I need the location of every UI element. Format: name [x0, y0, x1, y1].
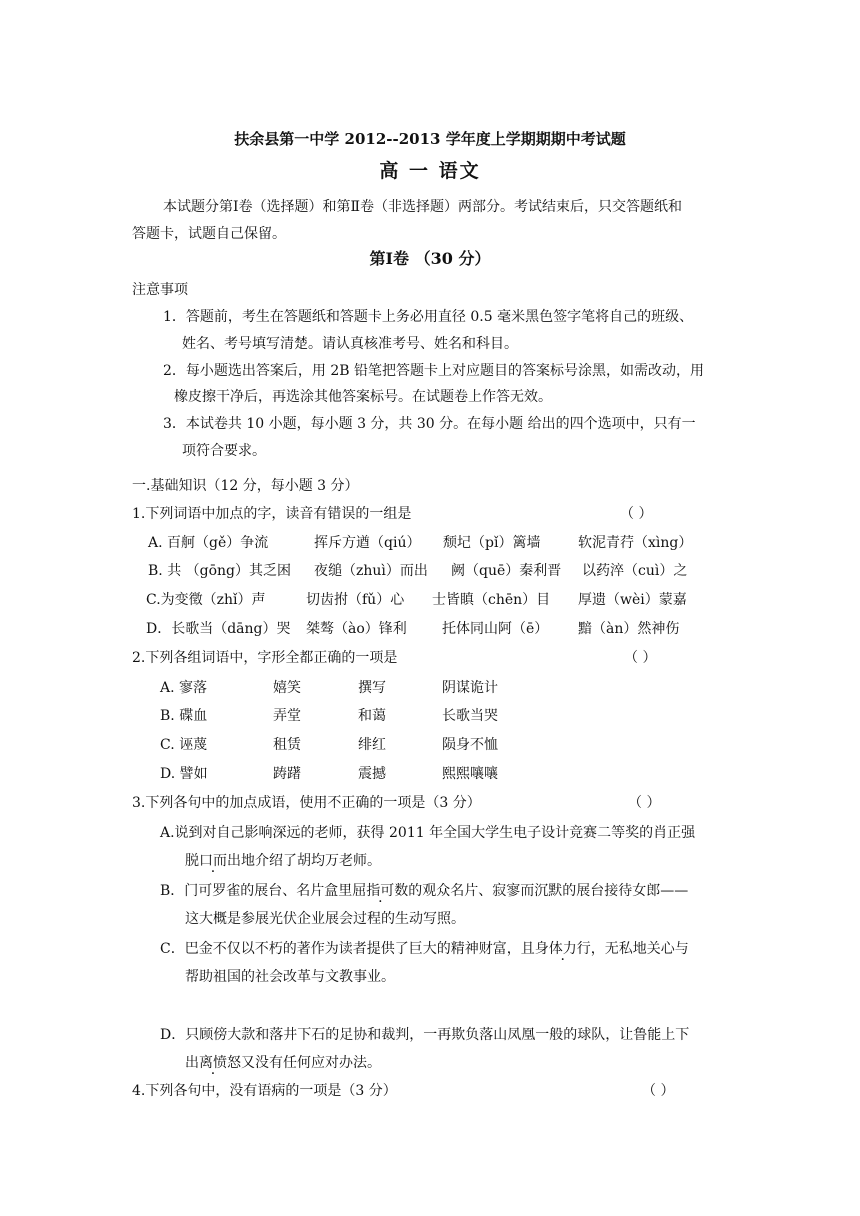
q2-option-a-1: A. 寥落: [160, 680, 208, 696]
q1-option-d-2: 桀骜（ào）锋利: [306, 621, 407, 637]
q3-option-c-line-2: 帮助祖国的社会改革与文教事业。: [185, 969, 395, 985]
q2-option-b-1: B. 碟血: [160, 708, 208, 724]
q3-b-pre: B．门可罗雀的展台、名片盒里: [160, 883, 353, 899]
q3-b-dotted-idiom: 屈指可数: [352, 883, 409, 899]
q1-option-b-4: 以药淬（cuì）之: [582, 563, 688, 579]
q2-option-c-4: 陨身不恤: [442, 737, 498, 753]
section-1-title: 一.基础知识（12 分，每小题 3 分）: [132, 478, 359, 494]
q2-option-a-4: 阴谋诡计: [442, 680, 498, 696]
q1-option-b-1: B. 共 （gōng）其乏困: [148, 563, 292, 579]
notice-3-line-1: 3．本试卷共 10 小题，每小题 3 分，共 30 分。在每小题 给出的四个选项中，只有一: [163, 416, 696, 432]
q3-b-post: 的观众名片、寂寥而沉默的展台接待女郎——: [408, 883, 689, 899]
q1-option-c-2: 切齿拊（fǔ）心: [306, 592, 405, 608]
q4-answer-paren: （ ）: [642, 1083, 675, 1099]
q2-stem: 2.下列各组词语中，字形全都正确的一项是: [132, 650, 398, 666]
q3-stem: 3.下列各句中的加点成语，使用不正确的一项是（3 分）: [132, 795, 481, 811]
q2-option-d-4: 熙熙嚷嚷: [442, 766, 498, 782]
q4-stem: 4.下列各句中，没有语病的一项是（3 分）: [132, 1083, 397, 1099]
notice-2-line-1: 2．每小题选出答案后，用 2B 铅笔把答题卡上对应题目的答案标号涂黑，如需改动，用: [163, 363, 705, 379]
q2-option-b-4: 长歌当哭: [442, 708, 498, 724]
q1-option-d-3: 托体同山阿（ē）: [442, 621, 549, 637]
q1-option-a-1: A. 百舸（gě）争流: [148, 535, 269, 551]
notice-2-line-2: 橡皮擦干净后，再选涂其他答案标号。在试题卷上作答无效。: [174, 389, 552, 405]
notice-1-line-1: 1．答题前，考生在答题纸和答题卡上务必用直径 0.5 毫米黑色签字笔将自己的班级、: [163, 309, 694, 325]
q1-option-a-2: 挥斥方遒（qiú）: [314, 535, 421, 551]
q1-option-b-2: 夜缒（zhuì）而出: [314, 563, 428, 579]
q3-answer-paren: （ ）: [628, 795, 661, 811]
notice-3-line-2: 项符合要求。: [182, 443, 266, 459]
q2-option-d-1: D. 譬如: [160, 766, 208, 782]
q1-option-d-1: D．长歌当（dāng）哭: [146, 621, 291, 637]
q3-option-d-line-2: [185, 1052, 381, 1072]
q3-c-post: ，无私地关心与: [590, 941, 689, 957]
q2-option-c-2: 租赁: [273, 737, 301, 753]
q1-option-d-4: 黯（àn）然神伤: [578, 621, 680, 637]
q1-option-b-3: 阙（quē）秦利晋: [451, 563, 562, 579]
notice-1-line-2: 姓名、考号填写清楚。请认真核准考号、姓名和科目。: [182, 336, 518, 352]
q1-option-c-1: C.为变徵（zhǐ）声: [146, 592, 266, 608]
q2-answer-paren: （ ）: [624, 650, 657, 666]
q2-option-b-2: 弄堂: [273, 708, 301, 724]
q3-c-dotted-idiom: 身体力行: [534, 941, 591, 957]
q2-option-b-3: 和蔼: [358, 708, 386, 724]
q3-c-pre: C．巴金不仅以不朽的著作为读者提供了巨大的精神财富，且: [160, 941, 535, 957]
q3-a-rest: 地介绍了胡均万老师。: [241, 853, 381, 869]
q2-option-a-2: 嬉笑: [273, 680, 301, 696]
q3-option-a-line-1: A.说到对自己影响深远的老师，获得 2011 年全国大学生电子设计竞赛二等奖的肖正强: [160, 825, 696, 841]
q1-option-c-3: 士皆瞋（chēn）目: [432, 592, 551, 608]
notice-title: 注意事项: [132, 282, 188, 298]
q3-option-a-line-2: [185, 850, 381, 870]
q2-option-c-1: C. 诬蔑: [160, 737, 208, 753]
q1-stem: 1.下列词语中加点的字，读音有错误的一组是: [132, 506, 412, 522]
part1-title: 第Ⅰ卷 （30 分）: [369, 249, 491, 268]
q3-a-dotted-idiom: 脱口而出: [185, 853, 241, 869]
q2-option-c-3: 绯红: [358, 737, 386, 753]
school-title: 扶余县第一中学 2012--2013 学年度上学期期期中考试题: [234, 130, 626, 148]
q3-d-dotted-idiom: 出离愤怒: [185, 1055, 241, 1071]
q2-option-d-3: 震撼: [358, 766, 386, 782]
q2-option-d-2: 踌躇: [273, 766, 301, 782]
grade-subject-title: 高 一 语文: [379, 160, 481, 182]
q1-answer-paren: （ ）: [620, 506, 653, 522]
q1-option-c-4: 厚遗（wèi）蒙嘉: [578, 592, 687, 608]
q1-option-a-4: 软泥青荇（xìng）: [578, 535, 693, 551]
q3-d-rest: 又没有任何应对办法。: [241, 1055, 381, 1071]
q3-option-b-line-1: [160, 880, 688, 900]
q3-option-c-line-1: [160, 938, 689, 958]
intro-line-1: 本试题分第Ⅰ卷（选择题）和第Ⅱ卷（非选择题）两部分。考试结束后，只交答题纸和: [163, 199, 683, 215]
q3-option-d-line-1: D．只顾傍大款和落井下石的足协和裁判，一再欺负落山凤凰一般的球队，让鲁能上下: [160, 1027, 690, 1043]
q2-option-a-3: 撰写: [358, 680, 386, 696]
q3-option-b-line-2: 这大概是参展光伏企业展会过程的生动写照。: [185, 911, 465, 927]
intro-line-2: 答题卡，试题自己保留。: [132, 226, 286, 242]
q1-option-a-3: 颓圮（pǐ）篱墙: [443, 535, 541, 551]
